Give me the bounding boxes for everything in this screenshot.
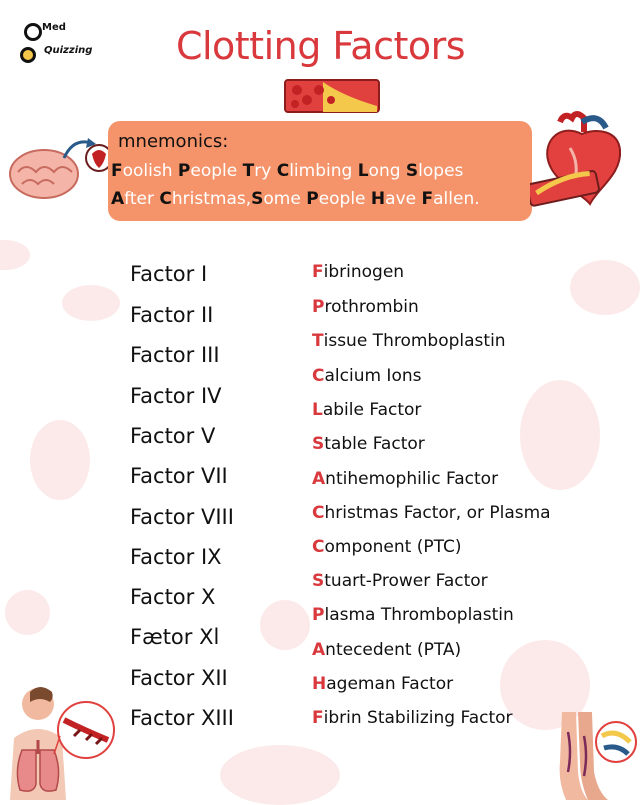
heart-icon <box>530 108 635 216</box>
mnemonic-word: allen. <box>433 189 480 209</box>
blood-vessel-icon <box>283 78 381 114</box>
factor-description <box>312 640 461 660</box>
description-initial: C <box>312 503 325 523</box>
mnemonic-initial: L <box>357 161 369 181</box>
background-blob <box>220 745 340 805</box>
mnemonic-initial: C <box>276 161 290 181</box>
mnemonic-initial: F <box>111 161 123 181</box>
legs-icon <box>548 712 641 800</box>
description-text: ntecedent (PTA) <box>325 640 462 660</box>
logo-text-bottom: Quizzing <box>44 45 93 56</box>
description-text: rothrombin <box>324 297 419 317</box>
factor-description <box>312 674 453 694</box>
mnemonic-word: ry <box>254 161 277 181</box>
description-initial: L <box>312 400 323 420</box>
background-blob <box>5 590 50 635</box>
logo-text-top: Med <box>42 22 66 33</box>
mnemonic-initial: S <box>251 189 264 209</box>
mnemonic-word: hristmas, <box>171 189 252 209</box>
factor-name: Factor X <box>130 585 216 609</box>
mnemonic-word: limbing <box>289 161 358 181</box>
mnemonic-label: mnemonics: <box>118 131 229 152</box>
factor-name: Factor VII <box>130 464 228 488</box>
mnemonic-word: lopes <box>418 161 464 181</box>
factor-description <box>312 366 421 386</box>
description-text: abile Factor <box>322 400 422 420</box>
factor-description <box>312 331 506 351</box>
description-initial: T <box>312 331 324 351</box>
background-blob <box>570 260 640 315</box>
description-text: ibrinogen <box>323 262 405 282</box>
mnemonic-initial: P <box>177 161 191 181</box>
factor-name: Factor XII <box>130 666 228 690</box>
page-title: Clotting Factors <box>175 24 466 68</box>
mnemonic-word: ome <box>263 189 307 209</box>
factor-description <box>312 537 462 557</box>
description-text: alcium Ions <box>324 366 422 386</box>
mnemonic-initial: H <box>370 189 386 209</box>
mnemonic-word: ong <box>368 161 406 181</box>
factor-name: Factor III <box>130 343 220 367</box>
mnemonic-line-1 <box>111 161 463 181</box>
factor-description <box>312 262 404 282</box>
mnemonic-line-2 <box>111 189 480 209</box>
description-text: ntihemophilic Factor <box>325 469 499 489</box>
mnemonic-initial: T <box>242 161 255 181</box>
description-initial: F <box>312 708 324 728</box>
factor-name: Fætor Xl <box>130 625 220 649</box>
factor-name: Factor I <box>130 262 208 286</box>
description-text: table Factor <box>324 434 425 454</box>
mnemonic-word: eople <box>318 189 371 209</box>
brain-icon <box>4 128 114 208</box>
mnemonic-initial: P <box>306 189 319 209</box>
description-initial: S <box>312 434 325 454</box>
mnemonic-box <box>108 121 532 221</box>
factor-description <box>312 434 425 454</box>
description-text: lasma Thromboplastin <box>324 605 514 625</box>
description-initial: A <box>312 469 326 489</box>
mnemonic-word: eople <box>190 161 243 181</box>
description-initial: P <box>312 297 325 317</box>
factor-name: Factor XIII <box>130 706 234 730</box>
factor-name: Factor VIII <box>130 505 234 529</box>
mnemonic-word: oolish <box>122 161 178 181</box>
description-text: ageman Factor <box>326 674 454 694</box>
description-initial: S <box>312 571 325 591</box>
factor-name: Factor IV <box>130 384 222 408</box>
description-initial: C <box>312 366 325 386</box>
description-initial: C <box>312 537 325 557</box>
background-blob <box>260 600 310 650</box>
description-text: tuart-Prower Factor <box>324 571 488 591</box>
factor-name: Factor IX <box>130 545 222 569</box>
factor-description <box>312 605 514 625</box>
description-initial: A <box>312 640 326 660</box>
factor-description <box>312 571 488 591</box>
factor-description <box>312 469 498 489</box>
mnemonic-initial: S <box>405 161 419 181</box>
factor-name: Factor II <box>130 303 214 327</box>
mnemonic-initial: A <box>111 189 125 209</box>
factor-description <box>312 503 551 523</box>
factor-description <box>312 400 421 420</box>
description-text: hristmas Factor, or Plasma <box>324 503 551 523</box>
background-blob <box>30 420 90 500</box>
description-text: issue Thromboplastin <box>323 331 506 351</box>
mnemonic-initial: F <box>421 189 434 209</box>
factor-description <box>312 708 513 728</box>
mnemonic-initial: C <box>159 189 172 209</box>
background-blob <box>62 285 120 321</box>
description-text: ibrin Stabilizing Factor <box>323 708 513 728</box>
description-initial: P <box>312 605 325 625</box>
lungs-icon <box>0 680 120 800</box>
description-initial: F <box>312 262 324 282</box>
background-blob <box>520 380 600 490</box>
description-text: omponent (PTC) <box>324 537 462 557</box>
mnemonic-word: fter <box>124 189 160 209</box>
description-initial: H <box>312 674 327 694</box>
mnemonic-word: ave <box>385 189 422 209</box>
factor-description <box>312 297 419 317</box>
factor-name: Factor V <box>130 424 216 448</box>
background-blob <box>0 240 30 270</box>
